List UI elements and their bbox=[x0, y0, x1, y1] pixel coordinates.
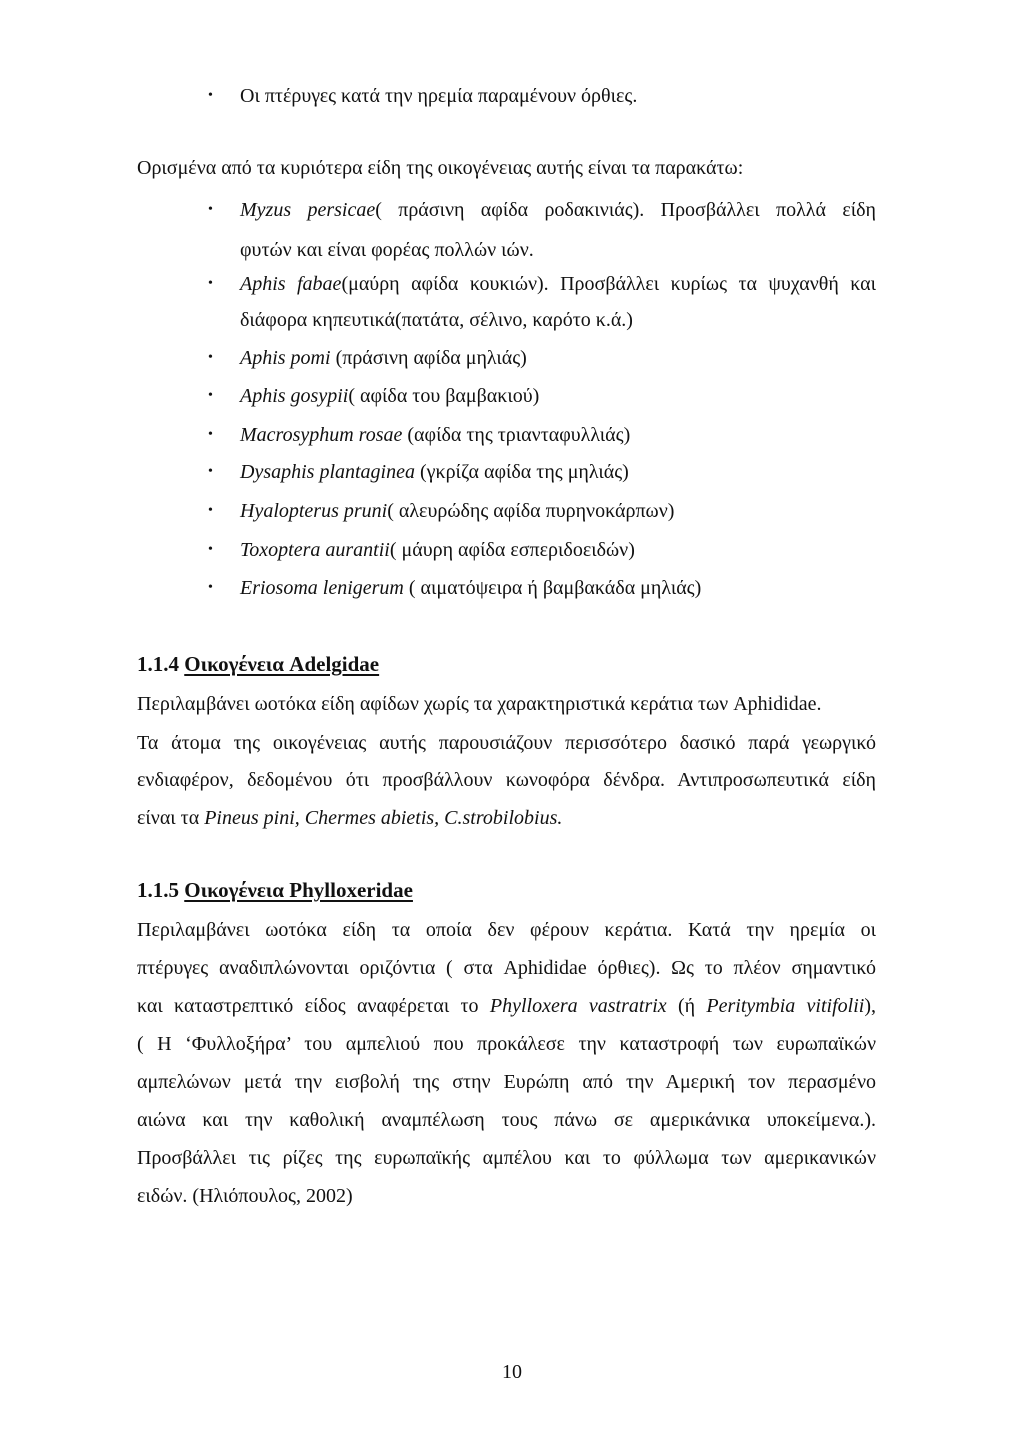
species-description: (γκρίζα αφίδα της μηλιάς) bbox=[415, 461, 629, 483]
section-title: Οικογένεια Adelgidae bbox=[184, 652, 380, 676]
list-item bbox=[240, 272, 876, 296]
species-name: Aphis fabae bbox=[240, 273, 342, 295]
list-item bbox=[240, 423, 630, 447]
section-number: 1.1.4 bbox=[137, 652, 179, 676]
list-item bbox=[240, 460, 629, 484]
species-name: Macrosyphum rosae bbox=[240, 424, 403, 446]
species-name: Toxoptera aurantii bbox=[240, 539, 390, 561]
species-description: ( μάυρη αφίδα εσπεριδοειδών) bbox=[389, 539, 635, 561]
species-description: ( αιματόψειρα ή βαμβακάδα μηλιάς) bbox=[403, 577, 702, 599]
species-description: ( αλευρώδης αφίδα πυρηνοκάρπων) bbox=[387, 500, 675, 522]
bullet-icon: • bbox=[208, 276, 213, 291]
species-description: (μαύρη αφίδα κουκιών). Προσβάλλει κυρίως τα ψυχανθή και bbox=[341, 273, 877, 295]
paragraph-line: ( Η ‘Φυλλοξήρα’ του αμπελιού που προκάλεσε την καταστροφή των ευρωπαϊκών bbox=[137, 1033, 876, 1055]
list-item bbox=[240, 198, 876, 222]
top-bullet-text: Οι πτέρυγες κατά την ηρεμία παραμένουν όρθιες. bbox=[240, 85, 638, 107]
text-run: ), bbox=[864, 995, 876, 1017]
species-description: ( αφίδα του βαμβακιού) bbox=[348, 385, 540, 407]
species-names: Pineus pini, Chermes abietis, C.strobilobius. bbox=[204, 807, 563, 829]
species-description: (αφίδα της τριανταφυλλιάς) bbox=[402, 424, 631, 446]
bullet-icon: • bbox=[208, 427, 213, 442]
paragraph-line: ειδών. (Ηλιόπουλος, 2002) bbox=[137, 1185, 353, 1207]
section-title: Οικογένεια Phylloxeridae bbox=[184, 878, 413, 902]
intro-text: Ορισμένα από τα κυριότερα είδη της οικογένειας αυτής είναι τα παρακάτω: bbox=[137, 157, 744, 179]
text-run: (ή bbox=[666, 995, 707, 1017]
bullet-icon: • bbox=[208, 580, 213, 595]
bullet-icon: • bbox=[208, 503, 213, 518]
bullet-icon: • bbox=[208, 88, 213, 103]
bullet-icon: • bbox=[208, 388, 213, 403]
species-description: (πράσινη αφίδα μηλιάς) bbox=[330, 347, 527, 369]
bullet-icon: • bbox=[208, 542, 213, 557]
text-run: και καταστρεπτικό είδος αναφέρεται το bbox=[137, 995, 490, 1017]
bullet-icon: • bbox=[208, 350, 213, 365]
list-item bbox=[240, 499, 674, 523]
paragraph-line bbox=[137, 994, 876, 1018]
paragraph-line: Τα άτομα της οικογένειας αυτής παρουσιάζουν περισσότερο δασικό παρά γεωργικό bbox=[137, 732, 876, 754]
species-name: Aphis pomi bbox=[240, 347, 331, 369]
paragraph-line: Περιλαμβάνει ωοτόκα είδη αφίδων χωρίς τα χαρακτηριστικά κεράτια των Aphididae. bbox=[137, 693, 822, 715]
bullet-icon: • bbox=[208, 202, 213, 217]
paragraph-line: Προσβάλλει τις ρίζες της ευρωπαϊκής αμπέλου και το φύλλωμα των αμερικανικών bbox=[137, 1147, 876, 1169]
species-name: Dysaphis plantaginea bbox=[240, 461, 415, 483]
paragraph-line: Περιλαμβάνει ωοτόκα είδη τα οποία δεν φέρουν κεράτια. Κατά την ηρεμία οι bbox=[137, 919, 876, 941]
page-number: 10 bbox=[502, 1361, 522, 1383]
section-heading-adelgidae bbox=[137, 651, 379, 677]
paragraph-line: ενδιαφέρον, δεδομένου ότι προσβάλλουν κωνοφόρα δένδρα. Αντιπροσωπευτικά είδη bbox=[137, 769, 876, 791]
paragraph-line bbox=[137, 806, 562, 830]
list-item bbox=[240, 346, 527, 370]
species-name: Myzus persicae bbox=[240, 199, 376, 221]
species-name: Peritymbia vitifolii bbox=[706, 995, 865, 1017]
species-description: ( πράσινη αφίδα ροδακινιάς). Προσβάλλει πολλά είδη bbox=[375, 199, 876, 221]
paragraph-line: αμπελώνων μετά την εισβολή της στην Ευρώπη από την Αμερική τον περασμένο bbox=[137, 1071, 876, 1093]
text-run: είναι τα bbox=[137, 807, 205, 829]
paragraph-line: αιώνα και την καθολική αναμπέλωση τους πάνω σε αμερικάνικα υποκείμενα.). bbox=[137, 1109, 876, 1131]
list-item-continuation: φυτών και είναι φορέας πολλών ιών. bbox=[240, 239, 534, 261]
list-item bbox=[240, 384, 539, 408]
bullet-icon: • bbox=[208, 464, 213, 479]
section-number: 1.1.5 bbox=[137, 878, 179, 902]
list-item bbox=[240, 538, 635, 562]
species-name: Eriosoma lenigerum bbox=[240, 577, 404, 599]
species-name: Phylloxera vastratrix bbox=[489, 995, 667, 1017]
species-name: Aphis gosypii bbox=[240, 385, 349, 407]
section-heading-phylloxeridae bbox=[137, 877, 413, 903]
paragraph-line: πτέρυγες αναδιπλώνονται οριζόντια ( στα Aphididae όρθιες). Ως το πλέον σημαντικό bbox=[137, 957, 876, 979]
list-item bbox=[240, 576, 701, 600]
list-item-continuation: διάφορα κηπευτικά(πατάτα, σέλινο, καρότο κ.ά.) bbox=[240, 309, 633, 331]
species-name: Hyalopterus pruni bbox=[240, 500, 388, 522]
